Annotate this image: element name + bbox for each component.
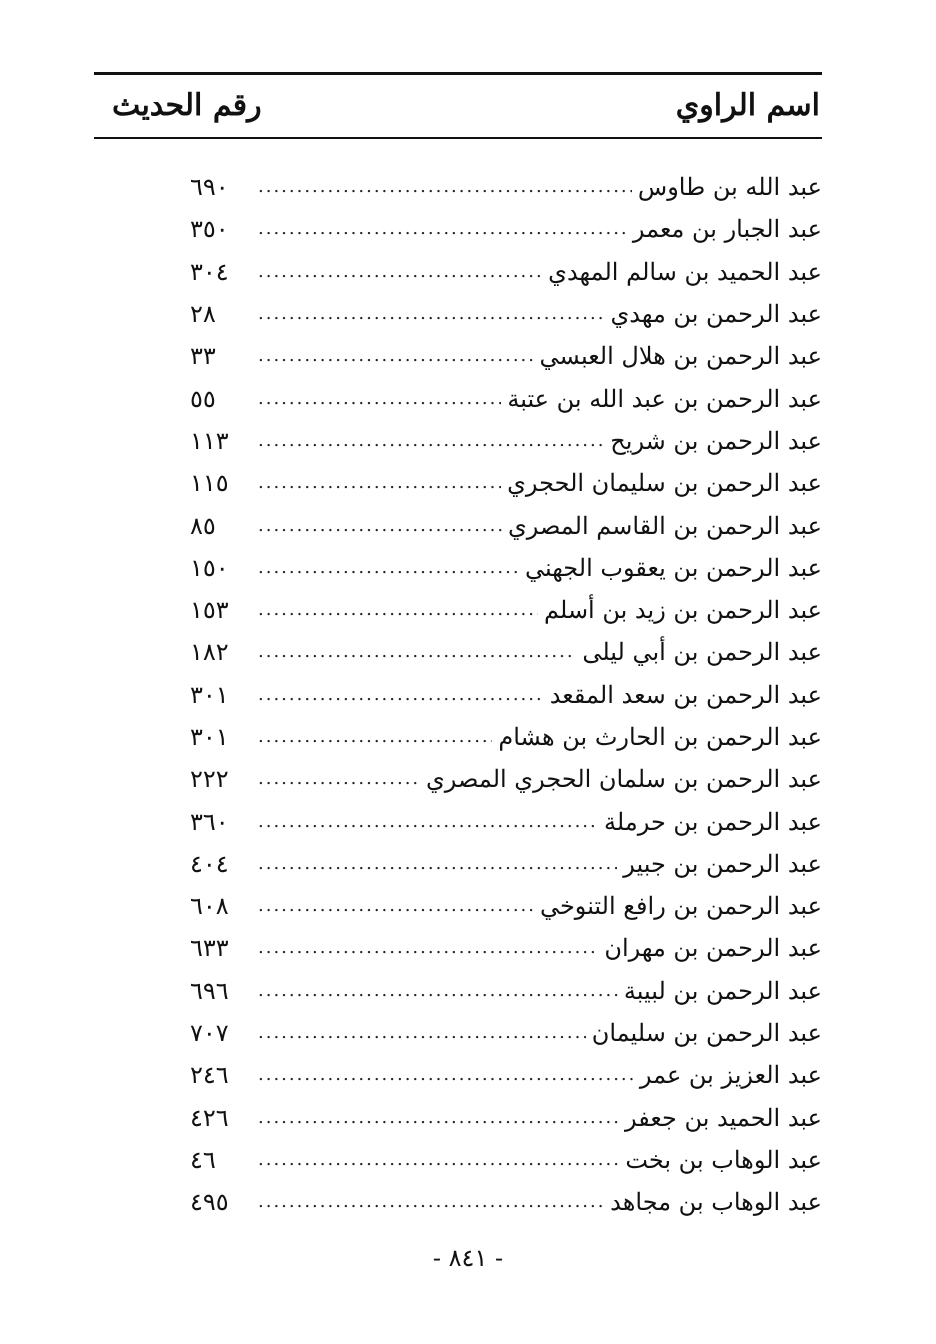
- narrator-name: عبد الرحمن بن سليمان: [591, 1019, 822, 1048]
- hadith-number: ٦٩٦: [190, 976, 229, 1005]
- narrator-name: عبد الرحمن بن سليمان الحجري: [507, 469, 822, 498]
- dot-leader: [258, 589, 538, 631]
- index-entry: [190, 335, 822, 377]
- narrator-name: عبد الرحمن بن مهران: [604, 934, 822, 963]
- hadith-number: ٦٣٣: [190, 934, 229, 963]
- hadith-number: ٤٦: [190, 1145, 216, 1174]
- index-entry: [190, 377, 822, 419]
- narrator-name: عبد الرحمن بن سعد المقعد: [549, 680, 822, 709]
- narrator-name: عبد الوهاب بن مجاهد: [610, 1188, 822, 1217]
- narrator-name: عبد الوهاب بن بخت: [625, 1145, 822, 1174]
- index-entry: [190, 504, 822, 546]
- narrator-name: عبد الحميد بن سالم المهدي: [548, 257, 822, 286]
- dot-leader: [258, 631, 576, 673]
- hadith-number: ٨٥: [190, 511, 216, 540]
- narrator-name: عبد الرحمن بن سلمان الحجري المصري: [425, 765, 822, 794]
- index-entry: [190, 547, 822, 589]
- index-entry: [190, 970, 822, 1012]
- hadith-number: ١١٥: [190, 469, 229, 498]
- narrator-name: عبد الرحمن بن أبي ليلى: [582, 638, 822, 667]
- narrator-name: عبد الرحمن بن رافع التنوخي: [539, 892, 822, 921]
- hadith-number: ٣٠١: [190, 680, 229, 709]
- index-entry: [190, 927, 822, 969]
- dot-leader: [258, 335, 534, 377]
- dot-leader: [258, 420, 604, 462]
- narrator-name: عبد الرحمن بن شريح: [610, 426, 822, 455]
- dot-leader: [258, 505, 502, 547]
- dot-leader: [258, 927, 598, 969]
- index-entry: [190, 631, 822, 673]
- hadith-number: ٢٢٢: [190, 765, 229, 794]
- hadith-number: ١١٣: [190, 426, 229, 455]
- index-entry: [190, 674, 822, 716]
- hadith-number: ٤٢٦: [190, 1103, 229, 1132]
- dot-leader: [258, 166, 632, 208]
- hadith-number: ٦٠٨: [190, 892, 229, 921]
- index-entry: [190, 758, 822, 800]
- index-entry: [190, 1012, 822, 1054]
- dot-leader: [258, 1139, 619, 1181]
- dot-leader: [258, 208, 627, 250]
- dot-leader: [258, 885, 534, 927]
- index-entry: [190, 589, 822, 631]
- hadith-number: ٦٩٠: [190, 173, 229, 202]
- dot-leader: [258, 462, 501, 504]
- dot-leader: [258, 674, 544, 716]
- dot-leader: [258, 1181, 604, 1223]
- index-entry: [190, 885, 822, 927]
- hadith-number: ٣٦٠: [190, 807, 229, 836]
- header-bottom-rule: [94, 137, 822, 139]
- index-entry: [190, 1139, 822, 1181]
- hadith-number: ١٨٢: [190, 638, 229, 667]
- hadith-number: ٣٥٠: [190, 215, 229, 244]
- hadith-number: ٢٤٦: [190, 1061, 229, 1090]
- hadith-number: ٣٠١: [190, 723, 229, 751]
- narrator-name: عبد الرحمن بن الحارث بن هشام: [498, 723, 822, 751]
- narrator-name: عبد الله بن طاوس: [637, 173, 822, 202]
- narrator-column-heading: اسم الراوي: [675, 88, 820, 123]
- index-entry: [190, 208, 822, 250]
- hadith-number: ٤٩٥: [190, 1188, 229, 1217]
- dot-leader: [258, 1012, 586, 1054]
- index-entry: [190, 420, 822, 462]
- index-entry: [190, 166, 822, 208]
- narrator-name: عبد الرحمن بن هلال العبسي: [539, 342, 822, 371]
- dot-leader: [258, 843, 617, 885]
- index-entry: [190, 1181, 822, 1223]
- index-entry: [190, 251, 822, 293]
- dot-leader: [258, 547, 519, 589]
- index-entry: [190, 843, 822, 885]
- narrator-name: عبد الرحمن بن لبيبة: [623, 976, 822, 1005]
- dot-leader: [258, 1054, 634, 1096]
- narrator-name: عبد الجبار بن معمر: [632, 215, 822, 244]
- hadith-number: ٣٠٤: [190, 257, 229, 286]
- index-entry: [190, 1054, 822, 1096]
- narrator-name: عبد الرحمن بن جبير: [623, 849, 822, 878]
- narrator-name: عبد الرحمن بن حرملة: [604, 807, 822, 836]
- dot-leader: [258, 801, 598, 843]
- dot-leader: [258, 293, 605, 335]
- dot-leader: [258, 758, 420, 800]
- index-entry: [190, 462, 822, 504]
- header-top-rule: [94, 72, 822, 75]
- index-entry: [190, 293, 822, 335]
- hadith-number-column-heading: رقم الحديث: [112, 88, 262, 123]
- dot-leader: [258, 970, 618, 1012]
- dot-leader: [258, 251, 542, 293]
- narrator-name: عبد العزيز بن عمر: [639, 1061, 822, 1090]
- dot-leader: [258, 716, 492, 758]
- narrator-name: عبد الرحمن بن القاسم المصري: [507, 511, 822, 540]
- index-entry: [190, 716, 822, 758]
- page-number: - ٨٤١ -: [432, 1244, 504, 1272]
- hadith-number: ١٥٠: [190, 553, 229, 582]
- narrator-index-list: [190, 166, 822, 1223]
- hadith-number: ٥٥: [190, 384, 216, 413]
- narrator-name: عبد الرحمن بن مهدي: [610, 300, 822, 329]
- index-entry: [190, 800, 822, 842]
- narrator-name: عبد الرحمن بن زيد بن أسلم: [544, 596, 822, 625]
- dot-leader: [258, 1097, 619, 1139]
- hadith-number: ١٥٣: [190, 596, 229, 625]
- hadith-number: ٧٠٧: [190, 1019, 229, 1048]
- narrator-name: عبد الحميد بن جعفر: [625, 1103, 822, 1132]
- narrator-name: عبد الرحمن بن يعقوب الجهني: [525, 553, 822, 582]
- narrator-name: عبد الرحمن بن عبد الله بن عتبة: [507, 384, 822, 413]
- hadith-number: ٣٣: [190, 342, 216, 371]
- hadith-number: ٤٠٤: [190, 849, 229, 878]
- dot-leader: [258, 378, 501, 420]
- index-entry: [190, 1097, 822, 1139]
- hadith-number: ٢٨: [190, 300, 216, 329]
